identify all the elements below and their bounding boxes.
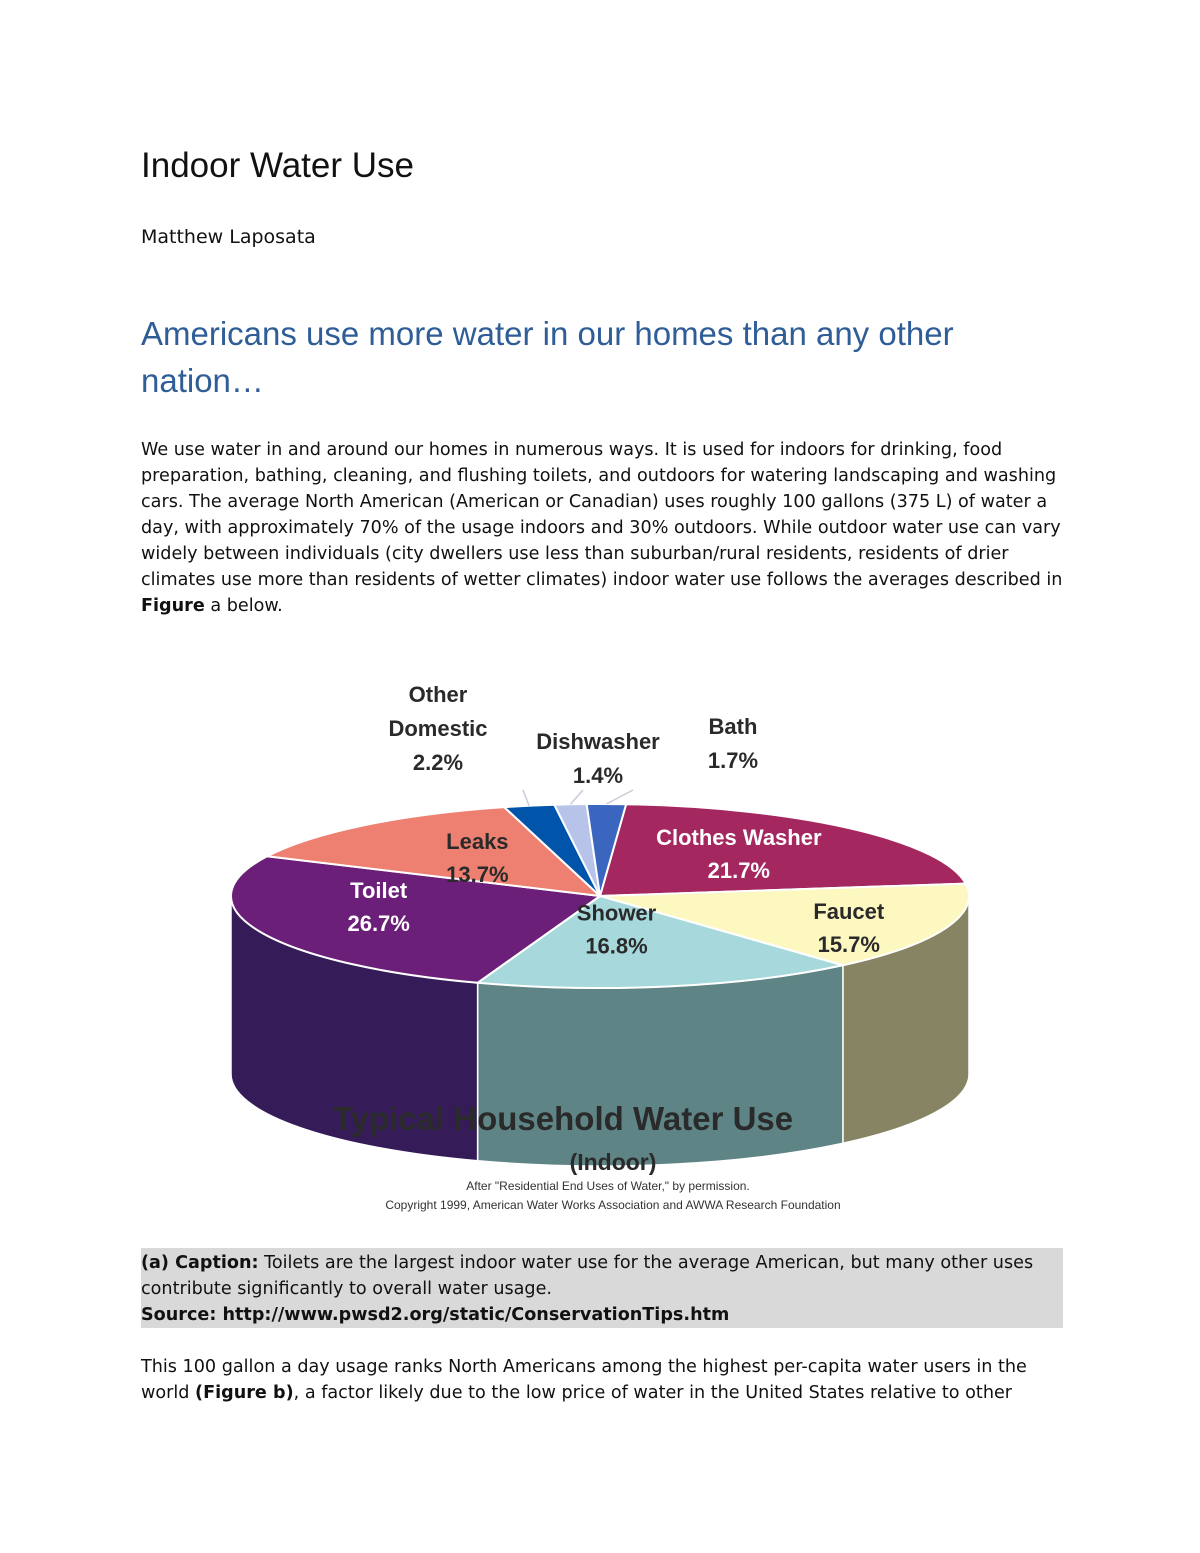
water-use-figure: [228, 682, 978, 1217]
slice-value-7: 1.7%: [707, 748, 759, 773]
closing-paragraph: [141, 1354, 1071, 1406]
caption-text-line: [141, 1250, 1063, 1302]
chart-subtitle: (Indoor): [569, 1149, 657, 1175]
source-label: Source:: [141, 1305, 223, 1325]
intro-text: We use water in and around our homes in numerous ways. It is used for indoors for drinking, food preparation, bathing, cleaning, and flushing toilets, and outdoors for watering landscaping and washing cars. The average North American (American or Canadian) uses roughly 100 gallons (375 L) of water a day, with approximately 70% of the usage indoors and 30% outdoors. While outdoor water use can vary widely between individuals (city dwellers use less than suburban/rural residents, residents of drier climates use more than residents of wetter climates) indoor water use follows the averages described in: [141, 440, 1063, 590]
chart-credit-line2: Copyright 1999, American Water Works Association and AWWA Research Foundation: [385, 1198, 841, 1212]
leader-line-5: [523, 790, 529, 806]
chart-credit-line1: After "Residential End Uses of Water," by permission.: [466, 1179, 750, 1193]
pie-slice-0: [600, 804, 966, 896]
slice-value-0: 21.7%: [707, 858, 771, 884]
slice-value-1: 15.7%: [817, 932, 880, 958]
slice-label-3: Toilet: [350, 877, 408, 903]
caption-text: Toilets are the largest indoor water use for the average American, but many other uses contribute significantly to overall water usage.: [141, 1253, 1034, 1299]
slice-value-2: 16.8%: [585, 933, 648, 959]
slice-label-0: Clothes Washer: [656, 825, 822, 851]
slice-label-2: Shower: [576, 900, 657, 926]
slice-label-1: Faucet: [813, 899, 885, 925]
slice-value-5: 2.2%: [412, 750, 464, 775]
slice-label-6-line-0: Dishwasher: [536, 729, 660, 754]
slice-value-4: 13.7%: [446, 862, 509, 888]
slice-label-5-line-1: Domestic: [388, 716, 488, 741]
figure-reference: Figure: [141, 596, 205, 616]
slice-value-6: 1.4%: [572, 763, 624, 788]
closing-text-end: , a factor likely due to the low price of water in the United States relative to other: [293, 1383, 1013, 1403]
source-link[interactable]: http://www.pwsd2.org/static/ConservationTips.htm: [222, 1305, 730, 1325]
slice-label-4: Leaks: [446, 829, 509, 855]
pie-tops: [231, 804, 969, 988]
closing-text: This 100 gallon a day usage ranks North Americans among the highest per-capita water users in the world: [141, 1357, 1027, 1403]
document-title: Indoor Water Use: [141, 146, 414, 185]
caption-label: (a) Caption:: [141, 1253, 259, 1273]
section-heading: Americans use more water in our homes than any other nation…: [141, 315, 954, 399]
intro-text-end: a below.: [204, 596, 283, 616]
leader-line-7: [606, 790, 633, 804]
slice-label-5-line-0: Other: [408, 682, 468, 707]
caption-source-line: [141, 1302, 1063, 1328]
leader-line-6: [570, 790, 583, 804]
figure-b-reference: (Figure b): [195, 1383, 294, 1403]
figure-caption: [141, 1248, 1063, 1328]
author-name: Matthew Laposata: [141, 226, 316, 248]
slice-label-7-line-0: Bath: [708, 714, 758, 739]
chart-title: Typical Household Water Use: [332, 1100, 794, 1137]
pie-chart: [228, 682, 978, 1217]
intro-paragraph: [141, 437, 1071, 619]
slice-value-3: 26.7%: [347, 910, 410, 936]
